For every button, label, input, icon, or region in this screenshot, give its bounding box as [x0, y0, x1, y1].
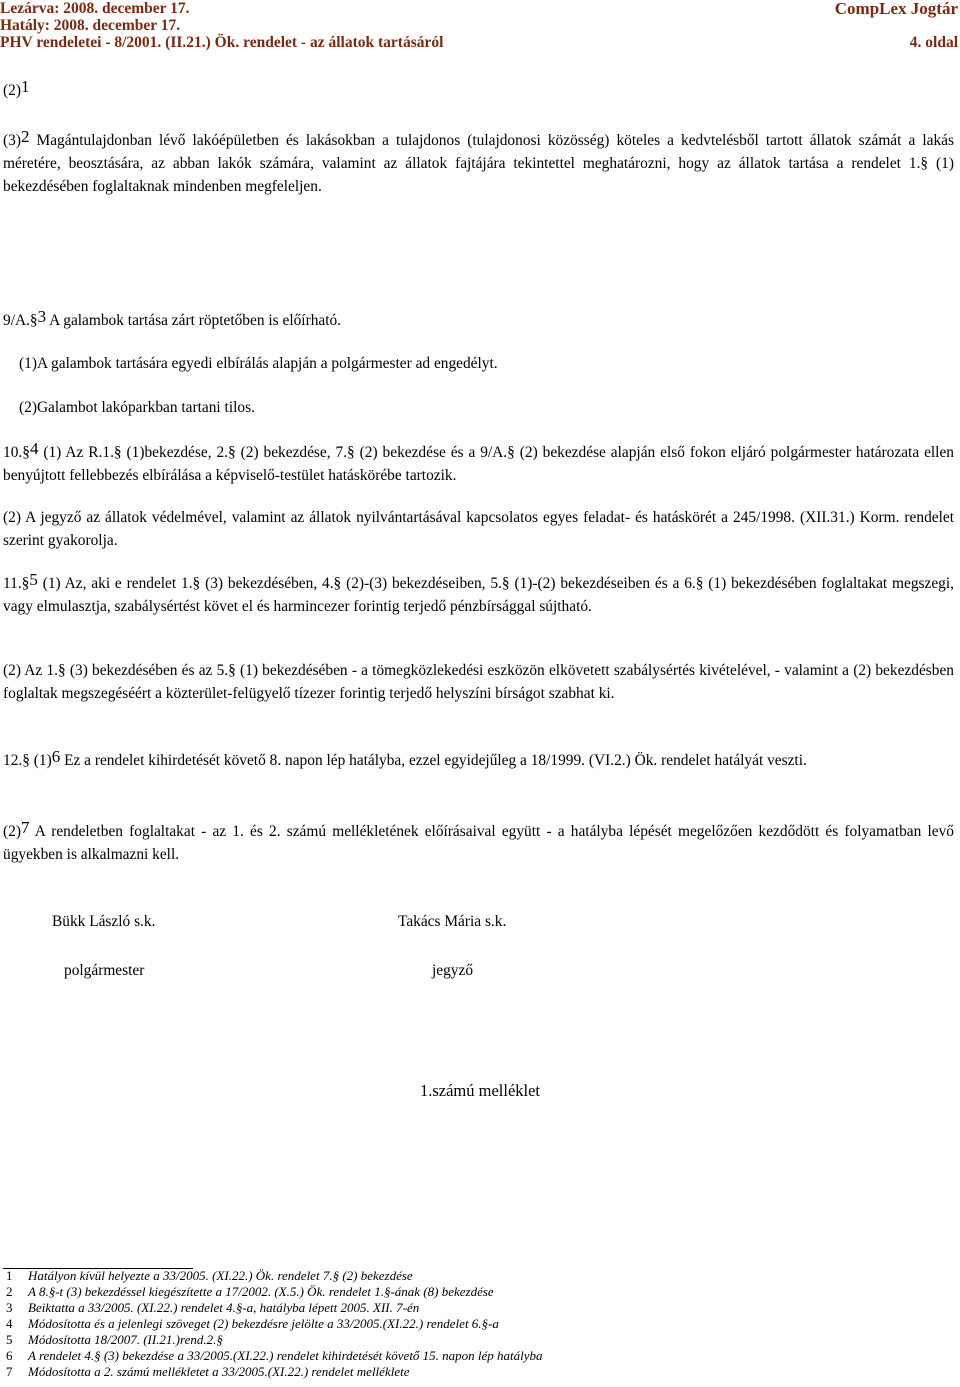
regulation-title: PHV rendeletei - 8/2001. (II.21.) Ök. rendelet - az állatok tartásáról — [0, 34, 444, 51]
footnote-ref[interactable]: 4 — [29, 439, 39, 458]
document-header-line-2 — [0, 17, 960, 35]
footnote-ref[interactable]: 6 — [51, 747, 61, 766]
effective-date: Hatály: 2008. december 17. — [0, 17, 181, 34]
footnote: 7 Módosította a 2. számú mellékletet a 33/2005.(XI.22.) rendelet melléklete — [6, 1364, 410, 1379]
footnote: 3 Beiktatta a 33/2005. (XI.22.) rendelet 4.§-a, hatályba lépett 2005. XII. 7-én — [6, 1300, 420, 1315]
section-10-para-2: (2) A jegyző az állatok védelmével, valamint az állatok nyilvántartásával kapcsolatos egyes feladat- és hatáskörét a 245/1998. (XII.31.) Korm. rendelet szerint gyakorolja. — [3, 509, 954, 549]
section-11-para-2: (2) Az 1.§ (3) bekezdésében és az 5.§ (1) bekezdésében - a tömegközlekedési eszközön elkövetett szabálysértés kivételével, - valamint a (2) bekezdésben foglaltak megszegéséért a közterület-felügyelő tízezer forintig terjedő helyszíni bírságot szabhat ki. — [3, 662, 954, 702]
section-10: 10.§4 (1) Az R.1.§ (1)bekezdése, 2.§ (2) bekezdése, 7.§ (2) bekezdése és a 9/A.§ (2) bekezdése alapján első fokon eljáró polgármester határozata ellen benyújtott fellebbezés elbírálása a képviselő-testület hatáskörébe tartozik. — [3, 439, 954, 484]
footnote-ref[interactable]: 1 — [20, 77, 30, 96]
closing-date: Lezárva: 2008. december 17. — [0, 0, 190, 17]
section-11: 11.§5 (1) Az, aki e rendelet 1.§ (3) bekezdésében, 4.§ (2)-(3) bekezdéseiben, 5.§ (1)-(2) bekezdéseiben és a 6.§ (1) bekezdésében foglaltakat megszegi, vagy elmulasztja, szabálysértést követ el és harmincezer forintig terjedő pénzbírsággal sújtható. — [3, 570, 954, 615]
section-12-para-2: (2)7 A rendeletben foglaltakat - az 1. és 2. számú mellékletének előírásaival együtt - a hatályba lépését megelőzően kezdődött és folyamatban levő ügyekben is alkalmazni kell. — [3, 818, 954, 863]
signature-name-notary: Takács Mária s.k. — [398, 913, 507, 930]
paragraph-3: (3)2 Magántulajdonban lévő lakóépületben és lakásokban a tulajdonos (tulajdonosi közösség) köteles a kedvtelésből tartott állatok számát a lakás méretére, beosztására, az abban lakók számára, valamint az állatok fajtájára tekintettel meghatározni, hogy az állatok tartása a rendelet 1.§ (1) bekezdésében foglaltaknak mindenben megfeleljen. — [3, 127, 954, 195]
annex-title: 1.számú melléklet — [419, 1081, 541, 1100]
page-number: 4. oldal — [909, 34, 958, 51]
footnote: 2 A 8.§-t (3) bekezdéssel kiegészítette a 17/2002. (X.5.) Ök. rendelet 1.§-ának (8) bekezdése — [6, 1284, 494, 1299]
footnote: 4 Módosította és a jelenlegi szöveget (2) bekezdésre jelölte a 33/2005.(XI.22.) rendelet 6.§-a — [6, 1316, 499, 1331]
footnote-ref[interactable]: 3 — [37, 307, 47, 326]
section-12: 12.§ (1)6 Ez a rendelet kihirdetését követő 8. napon lép hatályba, ezzel egyidejűleg a 18/1999. (VI.2.) Ök. rendelet hatályát veszti. — [3, 747, 807, 769]
document-header-line-1 — [0, 0, 960, 18]
signature-name-mayor: Bükk László s.k. — [52, 913, 156, 930]
section-9a-para-1: (1)A galambok tartására egyedi elbírálás alapján a polgármester ad engedélyt. — [19, 355, 498, 372]
paragraph-2-repealed: (2)1 — [3, 77, 30, 99]
signature-title-notary: jegyző — [432, 962, 474, 979]
footnote-ref[interactable]: 5 — [29, 570, 38, 589]
publisher-brand: CompLex Jogtár — [834, 0, 958, 18]
section-9a-para-2: (2)Galambot lakóparkban tartani tilos. — [19, 399, 255, 416]
footnote: 5 Módosította 18/2007. (II.21.)rend.2.§ — [6, 1332, 223, 1347]
footnote-ref[interactable]: 2 — [20, 127, 30, 146]
footnote-ref[interactable]: 7 — [20, 818, 30, 837]
footnote: 6 A rendelet 4.§ (3) bekezdése a 33/2005.(XI.22.) rendelet kihirdetését követő 15. napon lép hatályba — [6, 1348, 543, 1363]
section-9a: 9/A.§3 A galambok tartása zárt röptetőben is előírható. — [3, 307, 342, 329]
document-header-line-3 — [0, 34, 960, 52]
signature-title-mayor: polgármester — [64, 962, 145, 979]
footnote: 1 Hatályon kívül helyezte a 33/2005. (XI.22.) Ök. rendelet 7.§ (2) bekezdése — [6, 1268, 413, 1283]
